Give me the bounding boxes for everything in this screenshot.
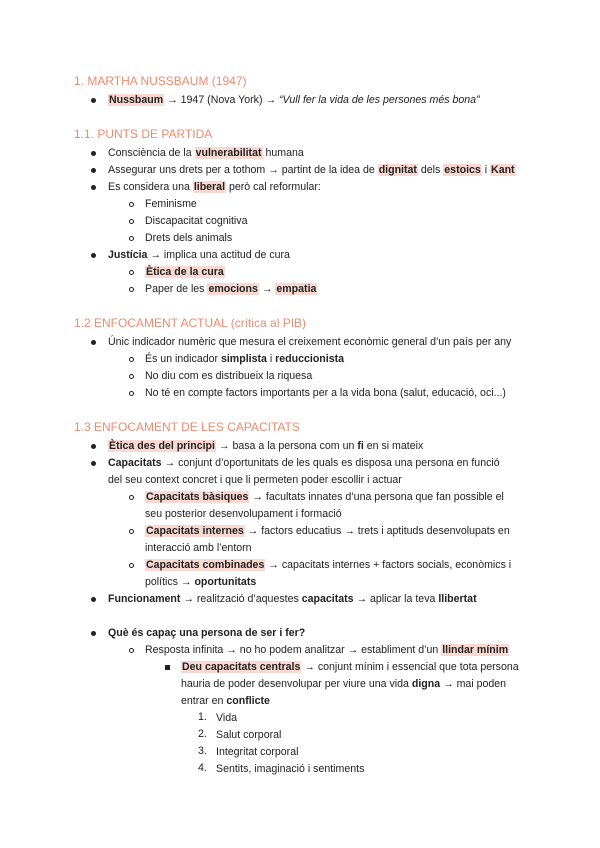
text: en si mateix (363, 440, 424, 452)
list-item (145, 265, 225, 279)
bold-text: reduccionista (275, 353, 345, 365)
list-item (108, 146, 304, 160)
text: Paper de les (145, 283, 208, 295)
text: → realització d’aquestes (180, 593, 302, 605)
list-item (108, 439, 423, 453)
highlight-text: Capacitats internes (146, 525, 244, 537)
highlight-text: Ètica de la cura (146, 266, 224, 278)
circle-bullet-icon (129, 357, 134, 362)
circle-bullet-icon (129, 648, 134, 653)
section-title-enfocament-capacitats: 1.3 ENFOCAMENT DE LES CAPACITATS (74, 420, 300, 434)
bullet-icon (91, 461, 96, 466)
highlight-text: Capacitats combinades (146, 559, 265, 571)
list-item: Salut corporal (216, 729, 282, 741)
text: i (481, 164, 491, 176)
text: però cal reformular: (226, 181, 321, 193)
text: dels (417, 164, 444, 176)
list-item (108, 592, 477, 606)
text: → facultats innates d’una persona que fan possible el (249, 491, 504, 503)
list-item: No diu com es distribueix la riquesa (145, 370, 313, 382)
circle-bullet-icon (129, 495, 134, 500)
list-item (108, 163, 516, 177)
list-item (145, 643, 509, 657)
bold-text: fi (357, 440, 364, 452)
list-item (181, 660, 519, 674)
list-item-continuation (181, 694, 270, 708)
highlight-text: Deu capacitats centrals (182, 661, 301, 673)
circle-bullet-icon (129, 391, 134, 396)
text: → mai poden (440, 678, 507, 690)
highlight-text: vulnerabilitat (195, 147, 262, 159)
text: Resposta infinita → no ho podem analitzar → establiment d’un (145, 644, 442, 656)
text: entrar en (181, 695, 227, 707)
bold-text: Justícia (108, 249, 148, 261)
list-item: Drets dels animals (145, 232, 233, 244)
text: → capacitats internes + factors socials, econòmics i (265, 559, 512, 571)
list-item (145, 524, 510, 538)
section-title-punts-de-partida: 1.1. PUNTS DE PARTIDA (74, 127, 213, 141)
square-bullet-icon (165, 665, 170, 670)
list-item-continuation (145, 575, 256, 589)
section-title-enfocament-actual: 1.2 ENFOCAMENT ACTUAL (crítica al PIB) (74, 316, 307, 330)
highlight-text: Kant (491, 164, 515, 176)
bullet-icon (91, 340, 96, 345)
list-item: Integritat corporal (216, 746, 299, 758)
list-item-continuation: interacció amb l’entorn (145, 542, 252, 554)
bold-text: capacitats (301, 593, 354, 605)
highlight-text: empatia (276, 283, 317, 295)
highlight-text: emocions (208, 283, 258, 295)
bold-text: oportunitats (194, 576, 257, 588)
text: polítics → (145, 576, 195, 588)
list-item (145, 352, 344, 366)
text: → implica una actitud de cura (147, 249, 290, 261)
list-item: No té en compte factors importants per a la vida bona (salut, educació, oci...) (145, 387, 506, 399)
list-item: Discapacitat cognitiva (145, 215, 248, 227)
text: Es considera una (108, 181, 193, 193)
text: → basa a la persona com un (215, 440, 358, 452)
text: → factors educatius → trets i aptituds desenvolupats en (244, 525, 510, 537)
text: → 1947 (Nova York) → (164, 94, 279, 106)
circle-bullet-icon (129, 287, 134, 292)
list-item-question: Què és capaç una persona de ser i fer? (108, 627, 306, 639)
list-number: 2. (198, 728, 207, 740)
text: És un indicador (145, 353, 221, 365)
highlight-text: Capacitats bàsiques (146, 491, 249, 503)
list-item: Únic indicador numèric que mesura el creixement econòmic general d’un país per any (108, 336, 512, 348)
highlight-text: dignitat (378, 164, 417, 176)
list-item (145, 558, 511, 572)
list-item: Sentits, imaginació i sentiments (216, 763, 365, 775)
text: hauria de poder desenvolupar per viure una vida (181, 678, 412, 690)
list-item (108, 93, 480, 107)
bullet-icon (91, 444, 96, 449)
text: i (266, 353, 276, 365)
text: Consciència de la (108, 147, 195, 159)
list-item (145, 282, 317, 296)
list-item-continuation: seu posterior desenvolupament i formació (145, 508, 342, 520)
text: → aplicar la teva (353, 593, 439, 605)
section-title-martha-nussbaum: 1. MARTHA NUSSBAUM (1947) (74, 74, 247, 88)
list-item: Feminisme (145, 198, 197, 210)
highlight-text: Ètica des del principi (109, 440, 215, 452)
list-number: 4. (198, 762, 207, 774)
bold-text: conflicte (226, 695, 270, 707)
bullet-icon (91, 631, 96, 636)
bullet-icon (91, 151, 96, 156)
list-number: 1. (198, 711, 207, 723)
list-item-continuation (181, 677, 506, 691)
highlight-text: estoics (444, 164, 481, 176)
circle-bullet-icon (129, 270, 134, 275)
text: → (258, 283, 276, 295)
quote-text: “Vull fer la vida de les persones més bona” (279, 94, 480, 106)
list-item (108, 180, 321, 194)
bold-text: Capacitats (108, 457, 162, 469)
bullet-icon (91, 168, 96, 173)
circle-bullet-icon (129, 563, 134, 568)
highlight-text: Nussbaum (109, 94, 164, 106)
circle-bullet-icon (129, 374, 134, 379)
bullet-icon (91, 597, 96, 602)
bold-text: simplista (220, 353, 267, 365)
bullet-icon (91, 253, 96, 258)
list-item (145, 490, 504, 504)
text: humana (262, 147, 304, 159)
highlight-text: liberal (193, 181, 226, 193)
list-number: 3. (198, 745, 207, 757)
highlight-text: llindar mínim (442, 644, 509, 656)
list-item: Vida (216, 712, 238, 724)
text: → conjunt d’oportunitats de les quals es disposa una persona en funció (161, 457, 500, 469)
bullet-icon (91, 98, 96, 103)
bold-text: Funcionament (108, 593, 181, 605)
circle-bullet-icon (129, 219, 134, 224)
circle-bullet-icon (129, 236, 134, 241)
list-item (108, 456, 528, 470)
list-item-continuation: del seu context concret i que li permeten poder escollir i actuar (108, 474, 402, 486)
text: → conjunt mínim i essencial que tota persona (301, 661, 519, 673)
list-item (108, 248, 290, 262)
circle-bullet-icon (129, 529, 134, 534)
bold-text: digna (411, 678, 441, 690)
text: Assegurar uns drets per a tothom → partint de la idea de (108, 164, 378, 176)
circle-bullet-icon (129, 202, 134, 207)
bullet-icon (91, 185, 96, 190)
bold-text: llibertat (438, 593, 477, 605)
